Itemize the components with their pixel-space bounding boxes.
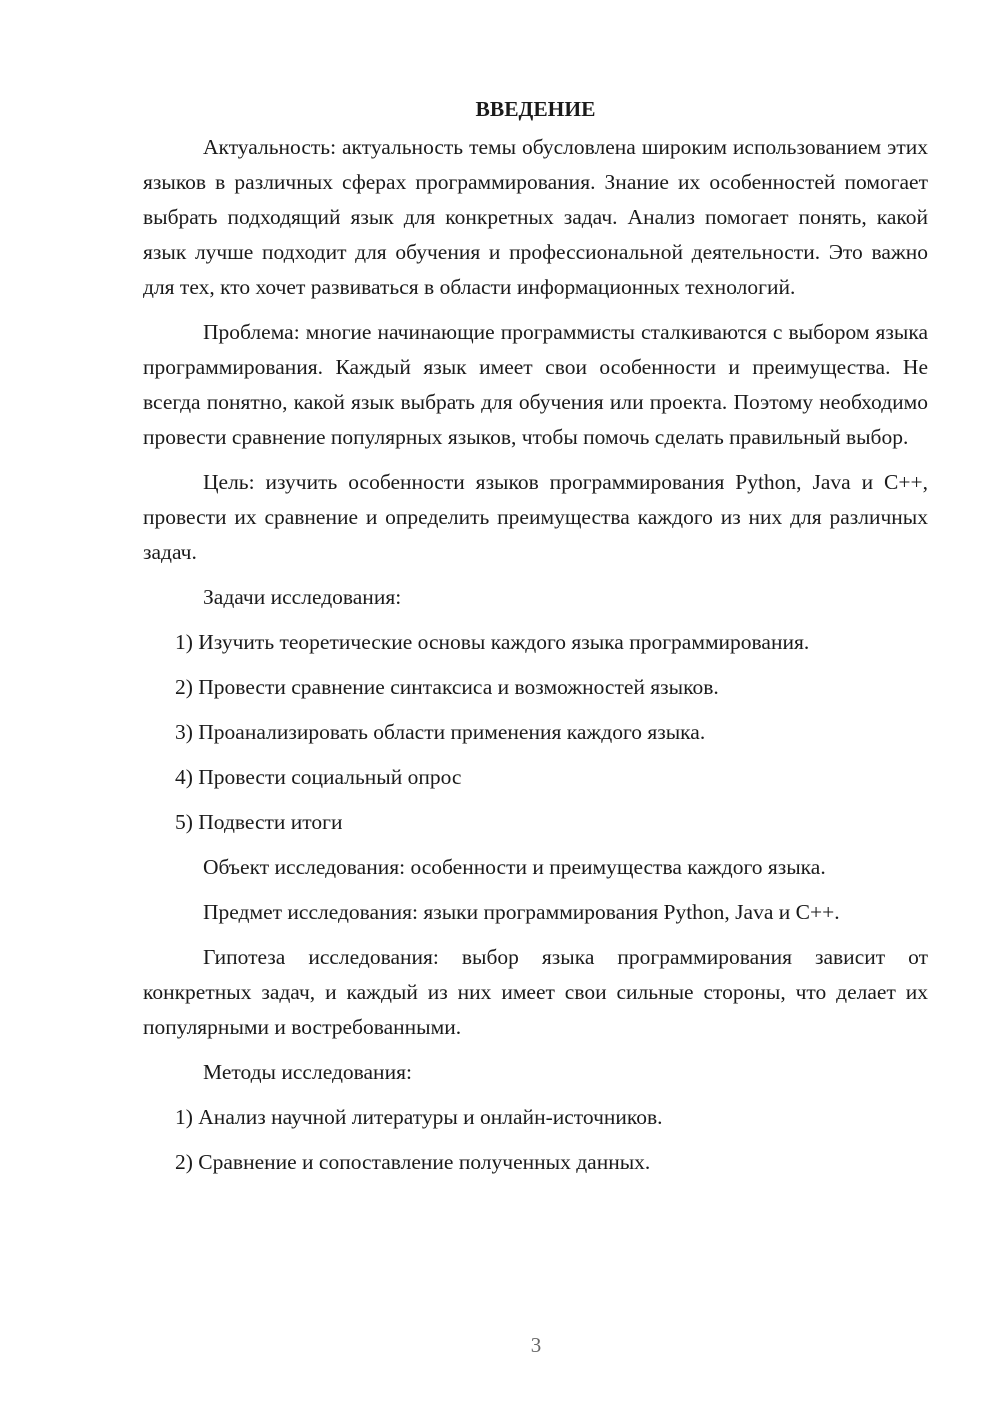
tasks-heading: Задачи исследования:: [203, 585, 402, 609]
list-item: 2) Провести сравнение синтаксиса и возможностей языков.: [175, 675, 719, 699]
hypothesis-paragraph: Гипотеза исследования: выбор языка программирования зависит от конкретных задач, и каждый из них имеет свои сильные стороны, что делает их популярными и востребованными.: [143, 945, 928, 1039]
page-number: 3: [530, 1333, 542, 1357]
methods-heading: Методы исследования:: [203, 1060, 412, 1084]
tasks-list: [143, 625, 928, 840]
list-item: 3) Проанализировать области применения каждого языка.: [175, 720, 706, 744]
list-item: 4) Провести социальный опрос: [175, 765, 462, 789]
goal-paragraph: Цель: изучить особенности языков программирования Python, Java и C++, провести их сравнение и определить преимущества каждого из них для различных задач.: [143, 470, 928, 564]
list-item: 1) Анализ научной литературы и онлайн-источников.: [175, 1105, 663, 1129]
list-item: 2) Сравнение и сопоставление полученных данных.: [175, 1150, 651, 1174]
problem-paragraph: Проблема: многие начинающие программисты сталкиваются с выбором языка программирования. Каждый язык имеет свои особенности и преимущества. Не всегда понятно, какой язык выбрать для обучения или проекта. Поэтому необходимо провести сравнение популярных языков, чтобы помочь сделать правильный выбор.: [143, 320, 928, 449]
list-item: 5) Подвести итоги: [175, 810, 343, 834]
relevance-paragraph: Актуальность: актуальность темы обусловлена широким использованием этих языков в различных сферах программирования. Знание их особенностей помогает выбрать подходящий язык для конкретных задач. Анализ помогает понять, какой язык лучше подходит для обучения и профессиональной деятельности. Это важно для тех, кто хочет развиваться в области информационных технологий.: [143, 135, 928, 299]
subject-paragraph: Предмет исследования: языки программирования Python, Java и C++.: [203, 900, 840, 924]
page-content: [143, 92, 928, 1190]
list-item: 1) Изучить теоретические основы каждого языка программирования.: [175, 630, 810, 654]
methods-list: [143, 1100, 928, 1180]
section-title: ВВЕДЕНИЕ: [475, 97, 596, 121]
object-paragraph: Объект исследования: особенности и преимущества каждого языка.: [203, 855, 826, 879]
